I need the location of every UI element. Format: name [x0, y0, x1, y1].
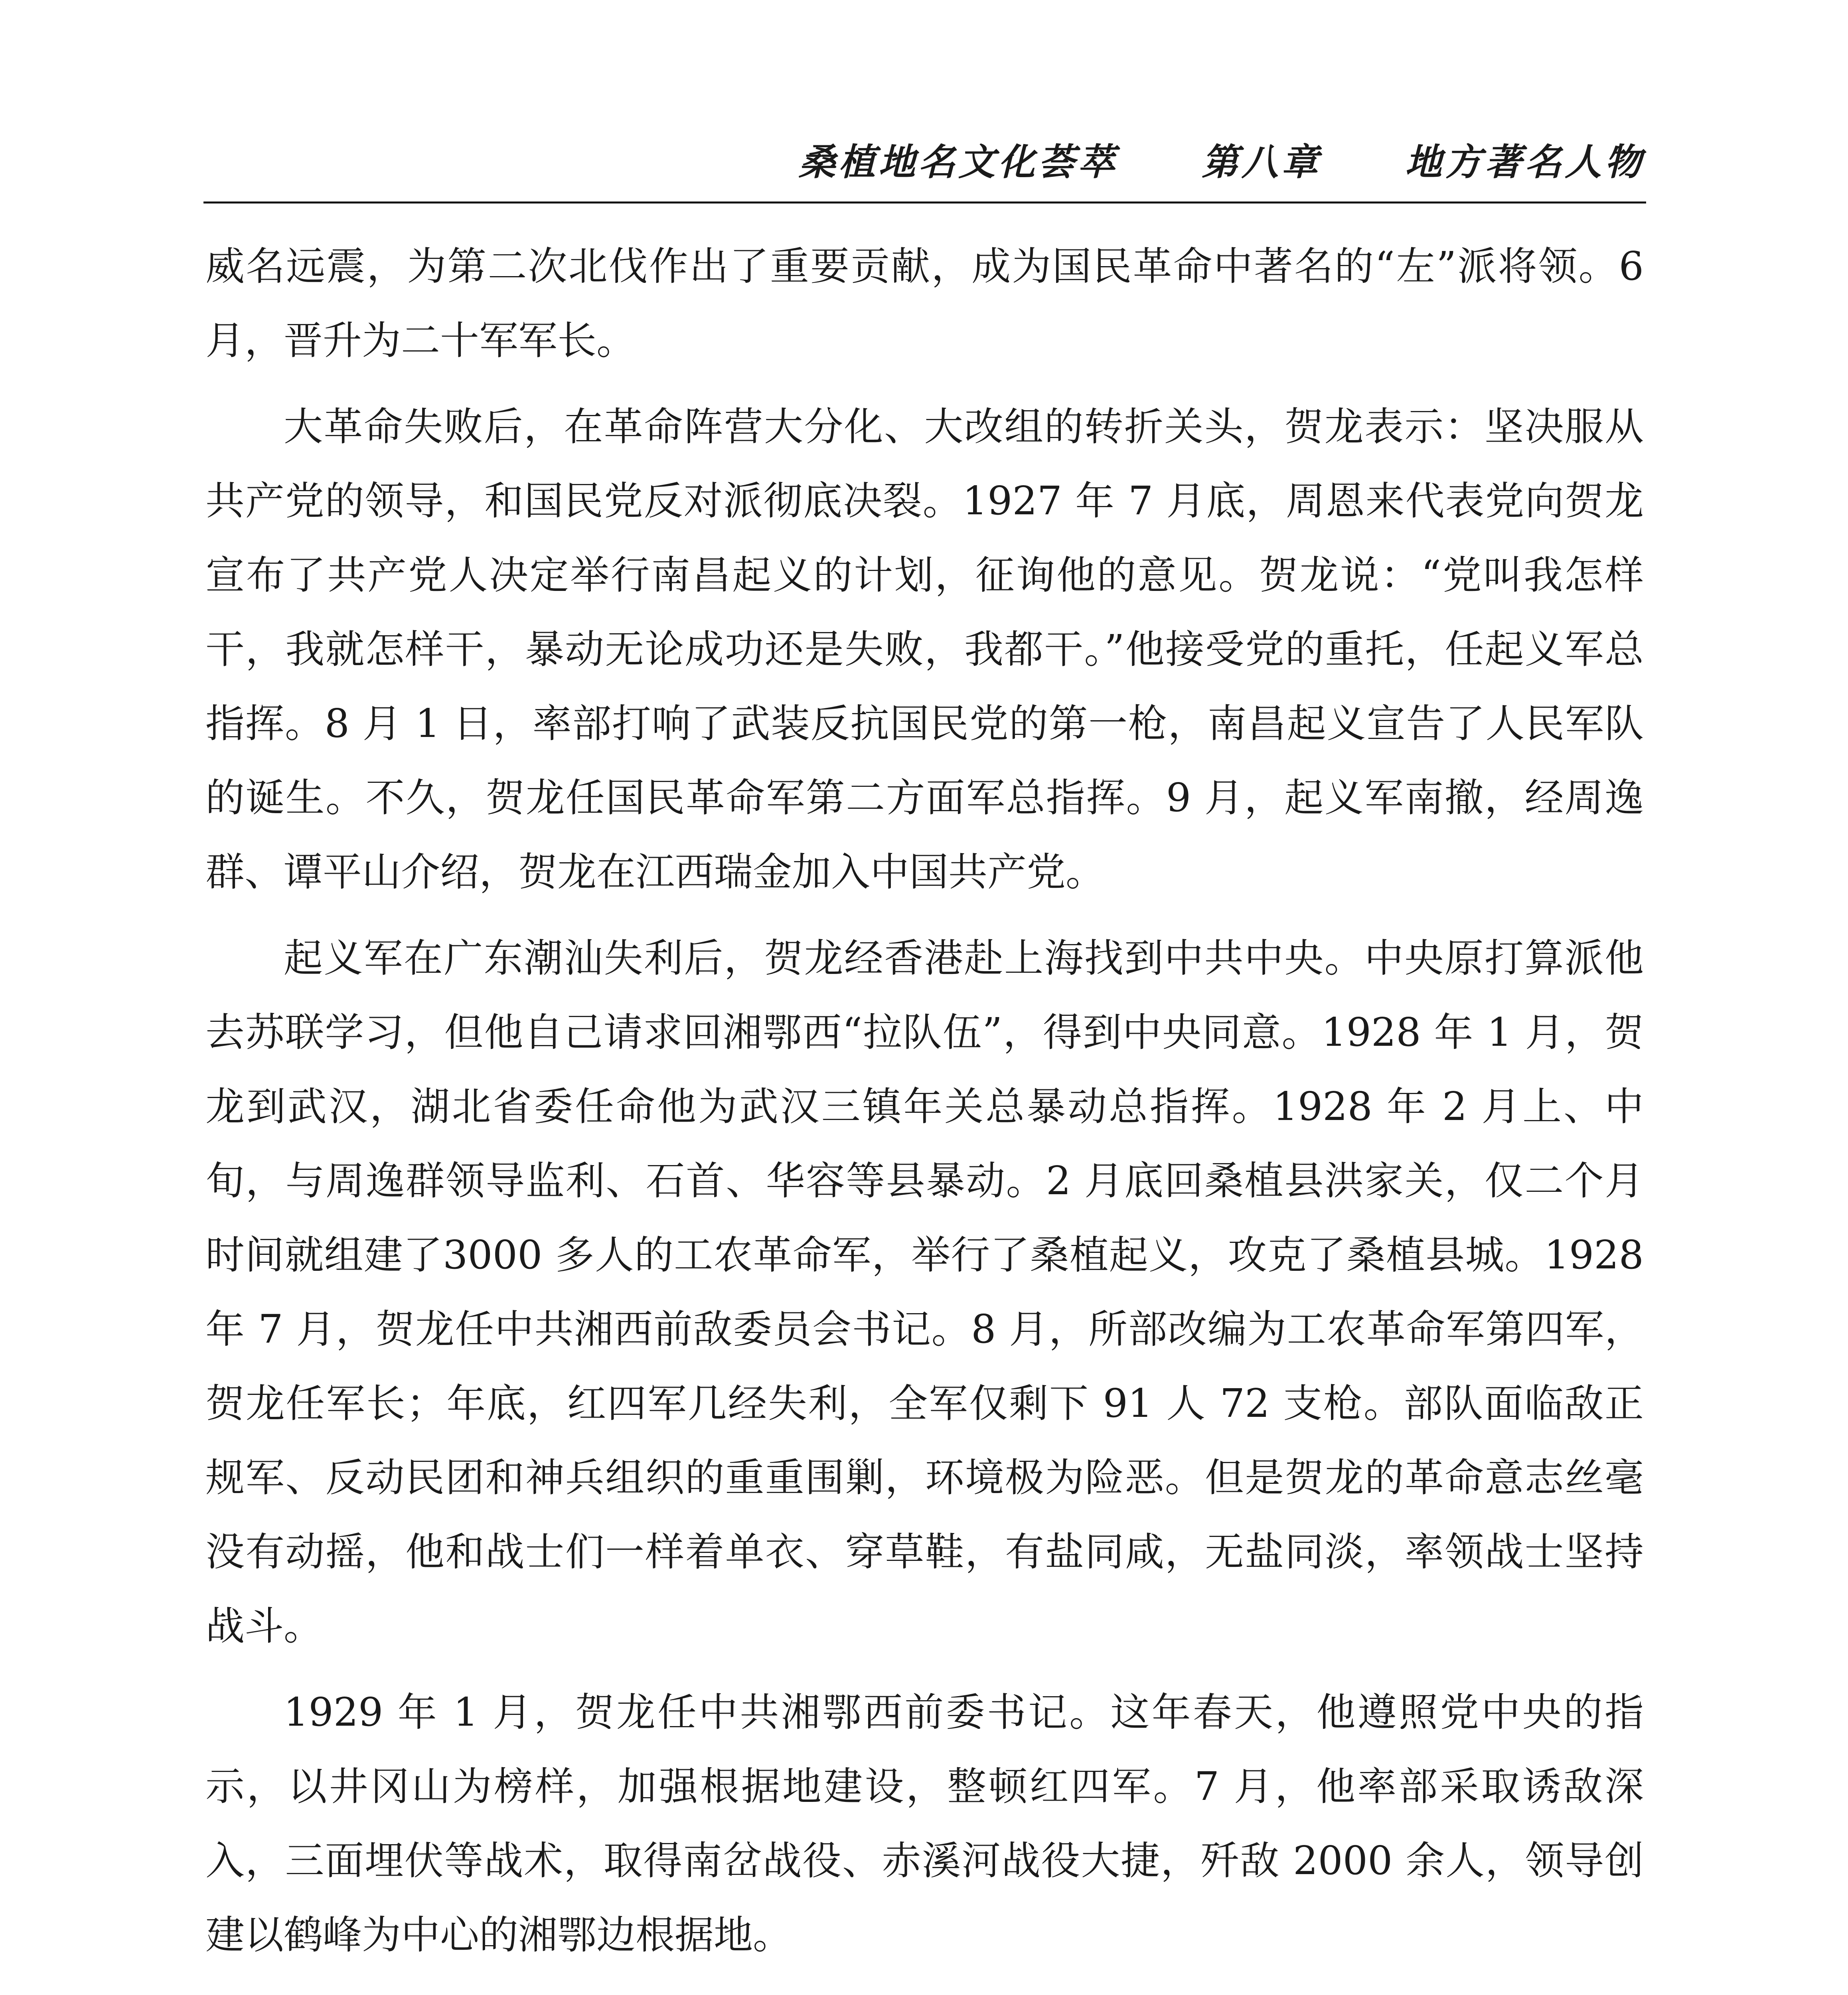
paragraph: 1929 年 1 月，贺龙任中共湘鄂西前委书记。这年春天，他遵照党中央的指示，以井冈山为榜样，加强根据地建设，整顿红四军。7 月，他率部采取诱敌深入，三面埋伏等战术，取得南岔战役、赤溪河战役大捷，歼敌 2000 余人，领导创建以鹤峰为中心的湘鄂边根据地。: [205, 1690, 1644, 1958]
paragraph: 起义军在广东潮汕失利后，贺龙经香港赴上海找到中共中央。中央原打算派他去苏联学习，但他自己请求回湘鄂西“拉队伍”，得到中央同意。1928 年 1 月，贺龙到武汉，湖北省委任命他为武汉三镇年关总暴动总指挥。1928 年 2 月上、中旬，与周逸群领导监利、石首、华容等县暴动。2 月底回桑植县洪家关，仅二个月时间就组建了3000 多人的工农革命军，举行了桑植起义，攻克了桑植县城。1928 年 7 月，贺龙任中共湘西前敌委员会书记。8 月，所部改编为工农革命军第四军，贺龙任军长；年底，红四军几经失利，全军仅剩下 91 人 72 支枪。部队面临敌正规军、反动民团和神兵组织的重重围剿，环境极为险恶。但是贺龙的革命意志丝毫没有动摇，他和战士们一样着单衣、穿草鞋，有盐同咸，无盐同淡，率领战士坚持战斗。: [205, 936, 1644, 1649]
body-text: [205, 229, 1644, 1995]
chapter-number: 第八章: [1201, 140, 1321, 184]
header-rule: [203, 201, 1646, 203]
paragraph: [205, 1984, 1644, 1995]
paragraph: 威名远震，为第二次北伐作出了重要贡献，成为国民革命中著名的“左”派将领。6月，晋升为二十军军长。: [205, 244, 1644, 363]
book-title: 桑植地名文化荟萃: [798, 140, 1118, 184]
running-header: [798, 140, 1645, 184]
chapter-title: 地方著名人物: [1405, 140, 1645, 184]
paragraph: 大革命失败后，在革命阵营大分化、大改组的转折关头，贺龙表示：坚决服从共产党的领导，和国民党反对派彻底决裂。1927 年 7 月底，周恩来代表党向贺龙宣布了共产党人决定举行南昌起义的计划，征询他的意见。贺龙说：“党叫我怎样干，我就怎样干，暴动无论成功还是失败，我都干。”他接受党的重托，任起义军总指挥。8 月 1 日，率部打响了武装反抗国民党的第一枪，南昌起义宣告了人民军队的诞生。不久，贺龙任国民革命军第二方面军总指挥。9 月，起义军南撤，经周逸群、谭平山介绍，贺龙在江西瑞金加入中国共产党。: [205, 404, 1644, 895]
